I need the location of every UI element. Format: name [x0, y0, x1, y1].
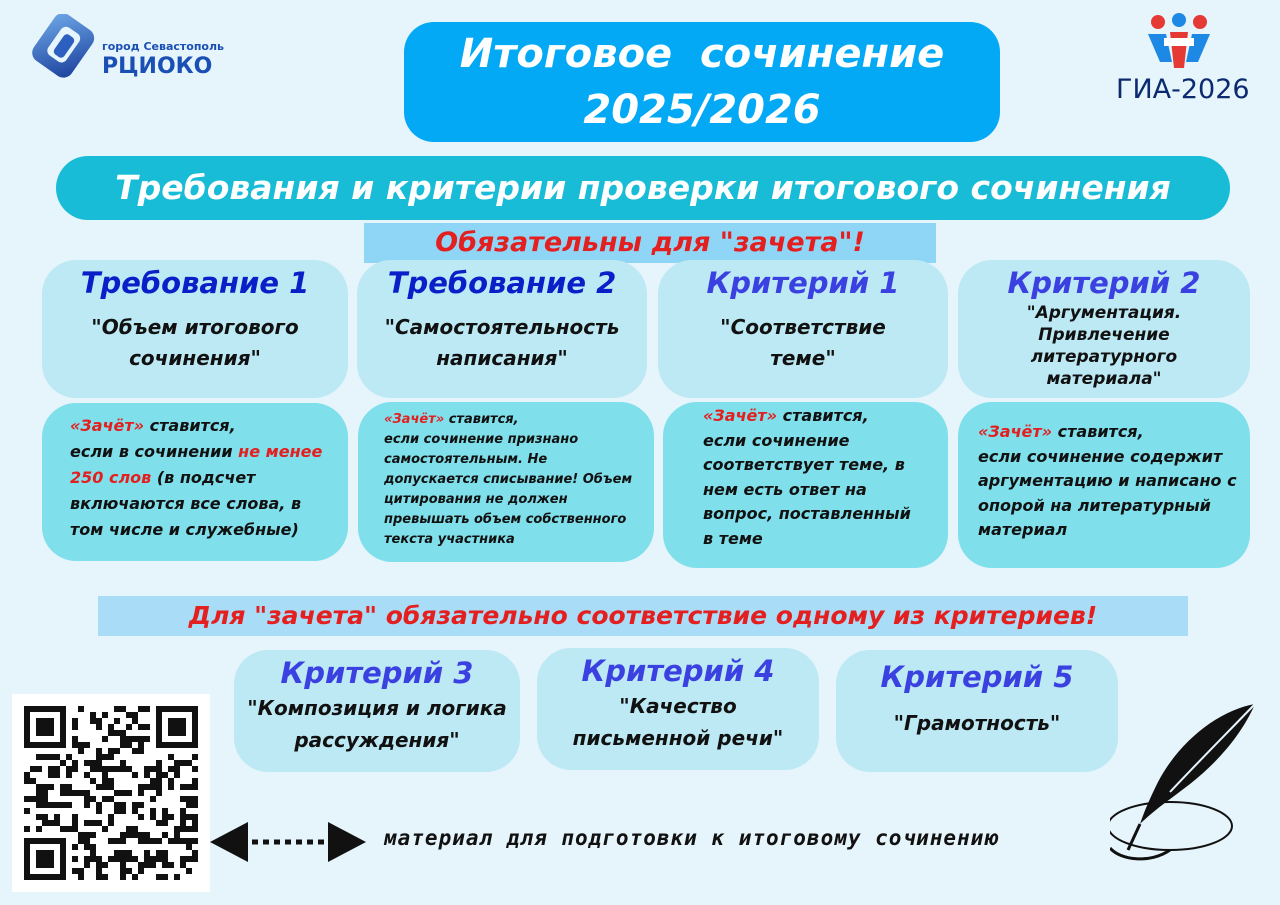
card-title: Критерий 1 — [706, 266, 900, 300]
bottom-caption: материал для подготовки к итоговому сочинению — [384, 826, 998, 850]
card-requirement-1-body: «Зачёт» ставится, если в сочинении не менее 250 слов (в подсчет включаются все слова, в том числе и служебные) — [42, 403, 348, 561]
rcioko-logo-icon — [32, 14, 96, 80]
card-title: Требование 1 — [80, 266, 310, 300]
card-subtitle: "Аргументация. Привлечение литературного материала" — [1026, 303, 1182, 389]
card-criterion-4 — [537, 648, 819, 770]
card-subtitle: "Объем итогового сочинения" — [91, 315, 299, 370]
card-criterion-3 — [234, 650, 520, 772]
card-title: Критерий 2 — [1007, 266, 1201, 300]
one-of-banner: Для "зачета" обязательно соответствие одному из критериев! — [98, 596, 1188, 636]
required-banner: Обязательны для "зачета"! — [364, 223, 936, 263]
card-requirement-2-body: «Зачёт» ставится, если сочинение признано самостоятельным. Не допускается списывание! Объем цитирования не должен превышать объем собственного текста участника — [358, 402, 654, 562]
card-criterion-5 — [836, 650, 1118, 772]
gia-logo — [1110, 12, 1260, 112]
card-title: Критерий 4 — [581, 654, 775, 688]
card-title: Критерий 3 — [280, 656, 474, 690]
qr-code[interactable] — [12, 694, 210, 892]
logo-city: город Севастополь — [102, 40, 224, 53]
double-arrow-icon — [210, 820, 366, 864]
title-line-2: 2025/2026 — [583, 87, 821, 133]
card-requirement-2 — [357, 260, 647, 398]
gia-people-icon — [1144, 12, 1214, 70]
card-subtitle: "Грамотность" — [893, 711, 1061, 735]
card-subtitle: "Качество письменной речи" — [572, 694, 784, 750]
page-title — [404, 22, 1000, 142]
rcioko-logo — [32, 14, 232, 84]
quill-icon — [1110, 700, 1260, 870]
qr-code-icon — [12, 694, 210, 892]
card-criterion-1-body: «Зачёт» ставится, если сочинение соответствует теме, в нем есть ответ на вопрос, поставленный в теме — [663, 402, 948, 568]
logo-name: РЦИОКО — [102, 54, 213, 79]
card-subtitle: "Самостоятельность написания" — [384, 315, 620, 370]
card-title: Требование 2 — [387, 266, 617, 300]
card-subtitle: "Композиция и логика рассуждения" — [247, 696, 507, 752]
card-criterion-2 — [958, 260, 1250, 398]
card-criterion-1 — [658, 260, 948, 398]
subtitle-bar: Требования и критерии проверки итогового сочинения — [56, 156, 1230, 220]
title-line-1: Итоговое сочинение — [459, 31, 945, 77]
card-subtitle: "Соответствие теме" — [720, 315, 886, 370]
card-requirement-1 — [42, 260, 348, 398]
card-title: Критерий 5 — [880, 660, 1074, 694]
gia-label: ГИА-2026 — [1116, 74, 1250, 105]
card-criterion-2-body: «Зачёт» ставится, если сочинение содержит аргументацию и написано с опорой на литературный материал — [958, 402, 1250, 568]
